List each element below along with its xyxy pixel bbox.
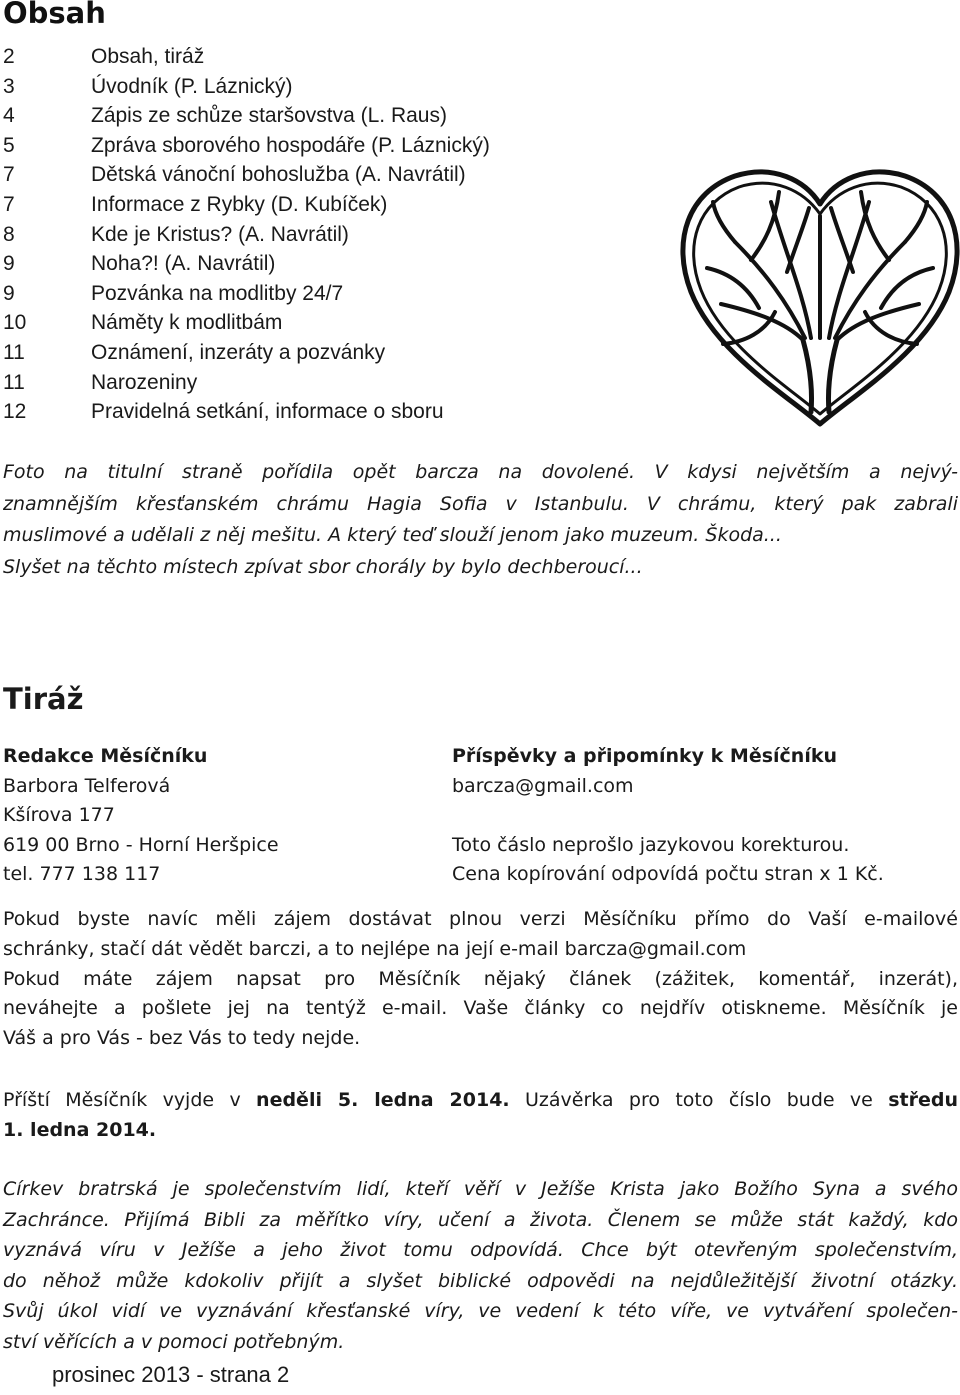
- toc-item: [3, 368, 490, 398]
- next-issue-line: [3, 1116, 958, 1146]
- next-issue-info: [3, 1086, 958, 1146]
- deadline-text: Uzávěrka pro toto číslo bude ve: [509, 1089, 889, 1111]
- deadline-day: středu: [888, 1089, 958, 1111]
- toc-item: [3, 249, 490, 279]
- caption-line: muslimové a udělali z něj mešitu. A který teď slouží jenom jako muzeum. Škoda...: [3, 524, 782, 546]
- info-line: schránky, stačí dát vědět barczi, a to nejlépe na její e-mail barcza@gmail.com: [3, 937, 747, 960]
- caption-line: Foto na titulní straně pořídila opět barcza na dovolené. V kdysi největším a nejvý-: [3, 461, 958, 483]
- toc-page: 5: [3, 133, 15, 157]
- mission-line: Svůj úkol vidí ve vyznávání křesťanské víry, ve vedení k této víře, ve vytváření společen-: [3, 1300, 958, 1322]
- info-line: Pokud byste navíc měli zájem dostávat plnou verzi Měsíčníku přímo do Vaší e-mailové: [3, 908, 958, 930]
- spacer-line: [452, 801, 884, 831]
- info-line: Pokud máte zájem napsat pro Měsíčník nějaký článek (zážitek, komentář, inzerát),: [3, 967, 958, 990]
- heart-tree-icon: [675, 162, 960, 432]
- next-issue-line: [3, 1086, 958, 1116]
- toc-page: 7: [3, 192, 15, 216]
- subscription-info: [3, 905, 958, 1054]
- toc-entry: Zpráva sborového hospodáře (P. Láznický): [91, 133, 490, 157]
- mission-line: Zachránce. Přijímá Bibli za měřítko víry, učení a života. Členem se může stát každý, kdo: [3, 1208, 958, 1231]
- editor-phone: tel. 777 138 117: [3, 863, 161, 885]
- toc-entry: Pozvánka na modlitby 24/7: [91, 281, 344, 305]
- church-mission-statement: [3, 1174, 958, 1357]
- toc-item: [3, 220, 490, 250]
- toc-page: 9: [3, 281, 15, 305]
- mission-line: ství věřících a v pomoci potřebným.: [3, 1330, 345, 1353]
- toc-item: [3, 397, 490, 427]
- toc-entry: Dětská vánoční bohoslužba (A. Navrátil): [91, 163, 466, 187]
- toc-item: [3, 190, 490, 220]
- caption-line: Slyšet na těchto místech zpívat sbor chorály by bylo dechberoucí...: [3, 555, 643, 578]
- toc-page: 9: [3, 252, 15, 276]
- toc-entry: Oznámení, inzeráty a pozvánky: [91, 340, 386, 364]
- release-date: neděli 5. ledna 2014.: [256, 1089, 510, 1111]
- next-issue-text: Příští Měsíčník vyjde v: [3, 1089, 257, 1111]
- toc-item: [3, 131, 490, 161]
- toc-entry: Úvodník (P. Láznický): [91, 74, 293, 98]
- editor-name: Barbora Telferová: [3, 774, 171, 797]
- toc-page: 2: [3, 45, 15, 68]
- cover-photo-caption: [3, 457, 958, 583]
- toc-item: [3, 308, 490, 338]
- toc-page: 11: [3, 370, 25, 394]
- tiraz-title: Tiráž: [3, 682, 84, 716]
- toc-page: 10: [3, 311, 27, 335]
- contributions-info: [452, 742, 884, 890]
- editor-city: 619 00 Brno - Horní Heršpice: [3, 833, 279, 856]
- mission-line: Církev bratrská je společenstvím lidí, kteří věří v Ježíše Krista jako Božího Syna a svého: [3, 1178, 958, 1200]
- deadline-date: 1. ledna 2014.: [3, 1118, 157, 1141]
- toc-entry: Pravidelná setkání, informace o sboru: [91, 400, 444, 424]
- toc-page: 12: [3, 400, 27, 424]
- toc-item: [3, 338, 490, 368]
- copy-price-note: Cena kopírování odpovídá počtu stran x 1 Kč.: [452, 863, 884, 885]
- toc-entry: Narozeniny: [91, 370, 198, 394]
- toc-entry: Informace z Rybky (D. Kubíček): [91, 192, 388, 216]
- toc-entry: Náměty k modlitbám: [91, 311, 283, 335]
- toc-entry: Noha?! (A. Navrátil): [91, 252, 276, 276]
- info-line: Váš a pro Vás - bez Vás to tedy nejde.: [3, 1027, 361, 1050]
- page-footer: prosinec 2013 - strana 2: [52, 1362, 290, 1387]
- toc-item: [3, 279, 490, 309]
- toc-page: 8: [3, 222, 15, 246]
- contributions-heading: Příspěvky a připomínky k Měsíčníku: [452, 745, 838, 767]
- toc-title: Obsah: [3, 0, 106, 30]
- toc-item: [3, 72, 490, 102]
- toc-page: 4: [3, 104, 15, 128]
- editor-street: Kšírova 177: [3, 804, 115, 826]
- mission-line: vyznává víru v Ježíše a jeho život tomu odpovídá. Chce být otevřeným společenstvím,: [3, 1239, 958, 1261]
- toc-page: 3: [3, 74, 15, 98]
- caption-line: znamnějším křesťanském chrámu Hagia Sofia v Istanbulu. V chrámu, který pak zabrali: [3, 492, 958, 515]
- info-line: neváhejte a pošlete jej na tentýž e-mail. Vaše články co nejdřív otiskneme. Měsíčník je: [3, 997, 958, 1020]
- proofreading-note: Toto čáslo neprošlo jazykovou korekturou.: [452, 833, 850, 856]
- toc-item: [3, 42, 490, 72]
- toc-entry: Obsah, tiráž: [91, 45, 205, 68]
- toc-entry: Zápis ze schůze staršovstva (L. Raus): [91, 104, 447, 128]
- editorial-contact: [3, 742, 279, 890]
- toc-entry: Kde je Kristus? (A. Navrátil): [91, 222, 349, 246]
- toc-item: [3, 101, 490, 131]
- editorial-heading: Redakce Měsíčníku: [3, 745, 208, 767]
- toc-page: 7: [3, 163, 15, 187]
- mission-line: do něhož může kdokoliv přijít a slyšet biblické odpovědi na nejdůležitější životní otázky.: [3, 1269, 958, 1292]
- table-of-contents: [3, 42, 490, 427]
- toc-item: [3, 160, 490, 190]
- toc-page: 11: [3, 340, 25, 364]
- contributions-email: barcza@gmail.com: [452, 774, 634, 797]
